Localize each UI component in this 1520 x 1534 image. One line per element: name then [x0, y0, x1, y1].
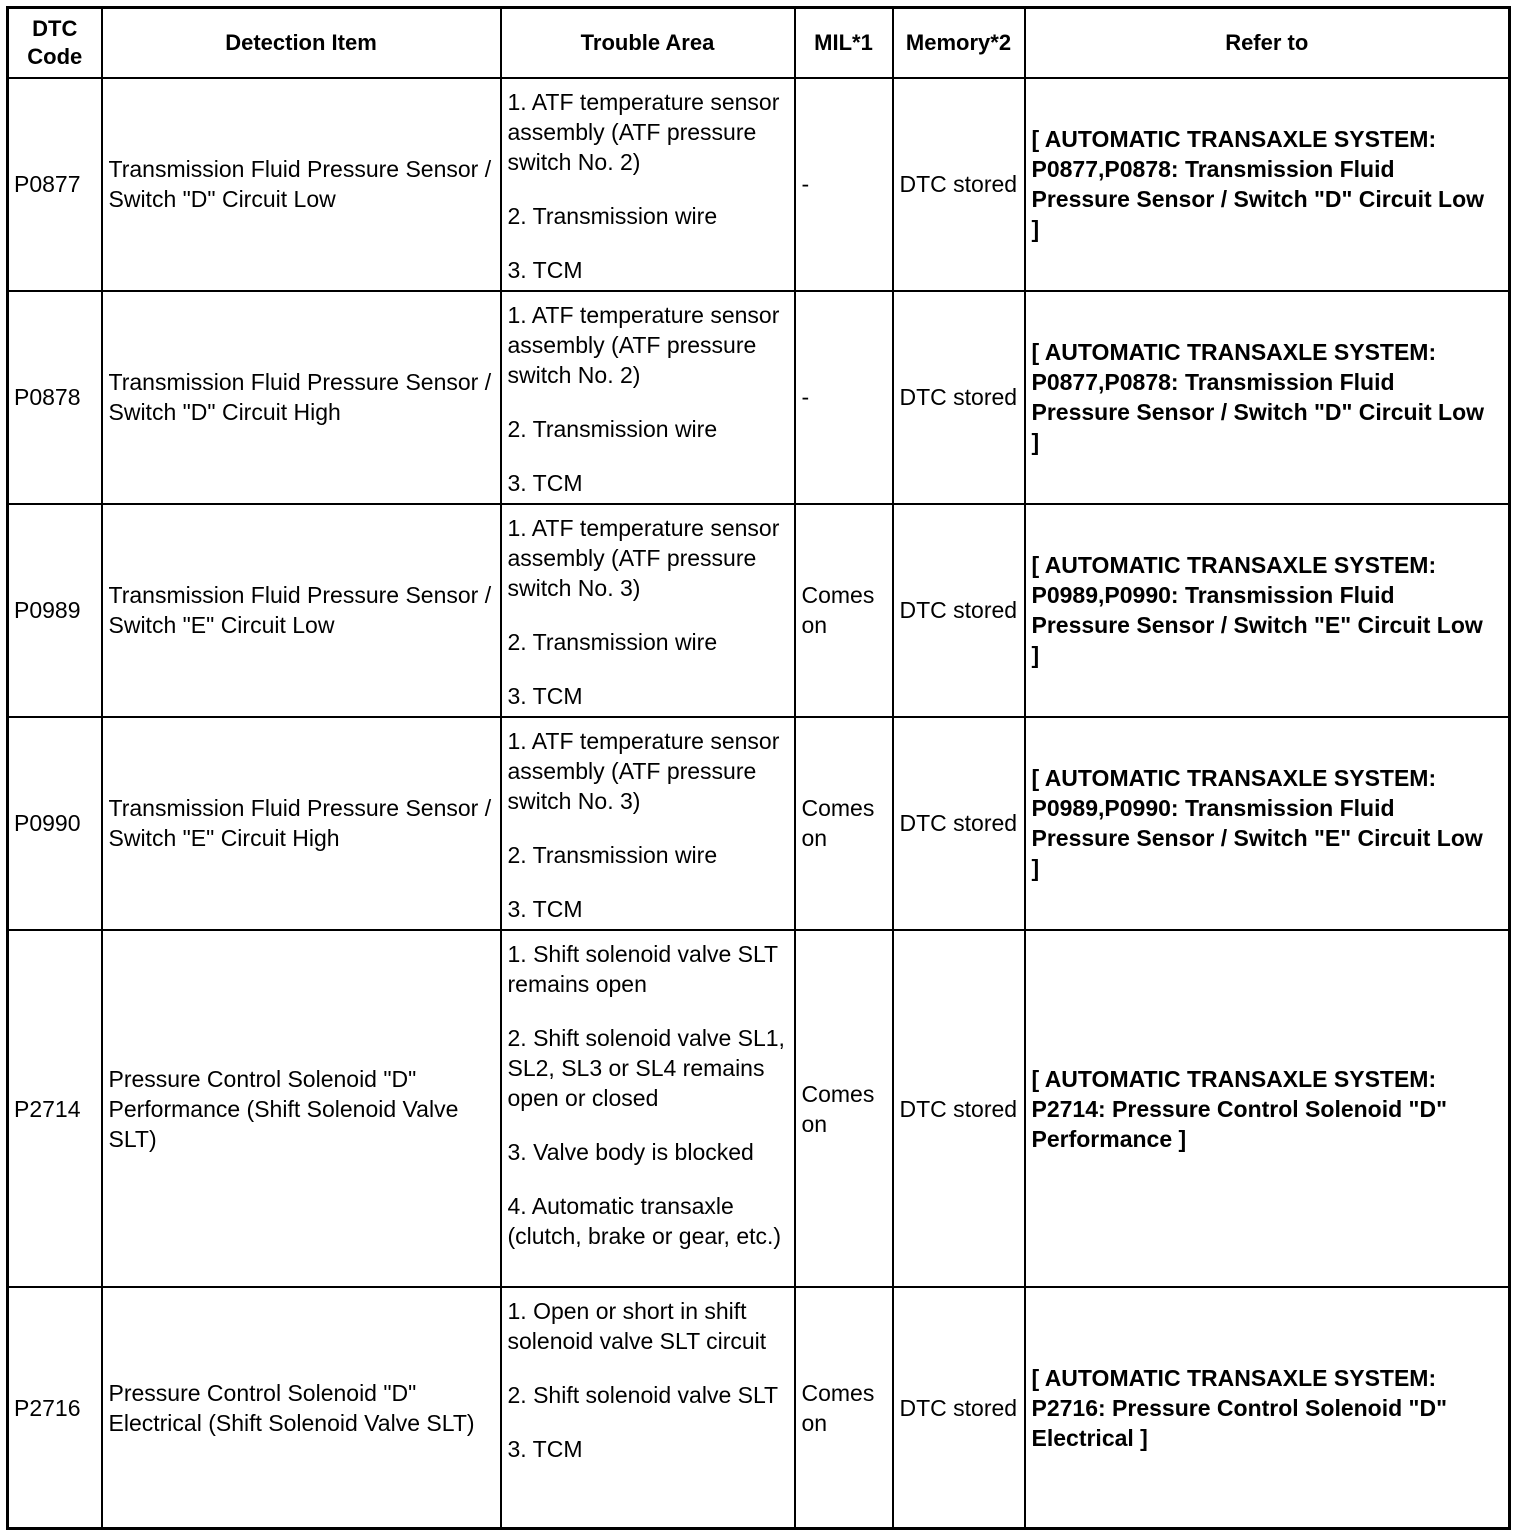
mil-cell: Comes on: [795, 504, 893, 717]
mil-cell: Comes on: [795, 930, 893, 1288]
table-header: [8, 8, 1510, 79]
table-row: [8, 291, 1510, 504]
mil-cell: Comes on: [795, 717, 893, 930]
memory-cell: DTC stored: [893, 1287, 1025, 1528]
header-dtc-code: DTC Code: [8, 8, 102, 79]
header-mil: MIL*1: [795, 8, 893, 79]
header-detection-item: Detection Item: [102, 8, 501, 79]
trouble-area-cell: [501, 78, 795, 291]
memory-cell: DTC stored: [893, 291, 1025, 504]
header-row: [8, 8, 1510, 79]
memory-cell: DTC stored: [893, 717, 1025, 930]
table-row: [8, 930, 1510, 1288]
trouble-item: 3. TCM: [507, 469, 583, 496]
detection-item-cell: Transmission Fluid Pressure Sensor / Switch "D" Circuit High: [102, 291, 501, 504]
trouble-item: 4. Automatic transaxle (clutch, brake or gear, etc.): [507, 1192, 782, 1249]
trouble-item: 3. Valve body is blocked: [507, 1138, 754, 1165]
trouble-item: 2. Transmission wire: [507, 415, 718, 442]
trouble-item: 1. ATF temperature sensor assembly (ATF pressure switch No. 3): [507, 514, 780, 601]
trouble-item: 1. Shift solenoid valve SLT remains open: [507, 940, 778, 997]
mil-cell: -: [795, 78, 893, 291]
dtc-code-cell: P2714: [8, 930, 102, 1288]
trouble-area-cell: [501, 504, 795, 717]
trouble-area-cell: [501, 717, 795, 930]
trouble-item: 2. Transmission wire: [507, 841, 718, 868]
dtc-code-cell: P0878: [8, 291, 102, 504]
trouble-area-cell: [501, 1287, 795, 1528]
trouble-item: 2. Shift solenoid valve SLT: [507, 1382, 779, 1409]
table-row: [8, 504, 1510, 717]
header-memory: Memory*2: [893, 8, 1025, 79]
refer-to-link[interactable]: [ AUTOMATIC TRANSAXLE SYSTEM: P2714: Pressure Control Solenoid "D" Performance ]: [1025, 930, 1510, 1288]
trouble-item: 3. TCM: [507, 257, 583, 283]
table-row: [8, 1287, 1510, 1528]
table-row: [8, 717, 1510, 930]
trouble-item: 3. TCM: [507, 895, 583, 922]
trouble-area-cell: [501, 291, 795, 504]
table-row: [8, 78, 1510, 291]
header-refer-to: Refer to: [1025, 8, 1510, 79]
trouble-item: 2. Transmission wire: [507, 203, 718, 229]
trouble-item: 1. ATF temperature sensor assembly (ATF pressure switch No. 3): [507, 727, 780, 814]
refer-to-link[interactable]: [ AUTOMATIC TRANSAXLE SYSTEM: P0877,P0878: Transmission Fluid Pressure Sensor / Switch "D" Circuit Low ]: [1025, 78, 1510, 291]
detection-item-cell: Pressure Control Solenoid "D" Performance (Shift Solenoid Valve SLT): [102, 930, 501, 1288]
refer-to-link[interactable]: [ AUTOMATIC TRANSAXLE SYSTEM: P0877,P0878: Transmission Fluid Pressure Sensor / Switch "D" Circuit Low ]: [1025, 291, 1510, 504]
detection-item-cell: Pressure Control Solenoid "D" Electrical (Shift Solenoid Valve SLT): [102, 1287, 501, 1528]
trouble-item: 3. TCM: [507, 682, 583, 709]
detection-item-cell: Transmission Fluid Pressure Sensor / Switch "D" Circuit Low: [102, 78, 501, 291]
dtc-table: [6, 6, 1511, 1530]
detection-item-cell: Transmission Fluid Pressure Sensor / Switch "E" Circuit High: [102, 717, 501, 930]
dtc-code-cell: P0877: [8, 78, 102, 291]
trouble-item: 1. ATF temperature sensor assembly (ATF pressure switch No. 2): [507, 301, 780, 388]
trouble-item: 1. ATF temperature sensor assembly (ATF pressure switch No. 2): [507, 89, 780, 175]
dtc-code-cell: P0989: [8, 504, 102, 717]
refer-to-link[interactable]: [ AUTOMATIC TRANSAXLE SYSTEM: P2716: Pressure Control Solenoid "D" Electrical ]: [1025, 1287, 1510, 1528]
table-body: [8, 78, 1510, 1529]
memory-cell: DTC stored: [893, 78, 1025, 291]
mil-cell: -: [795, 291, 893, 504]
mil-cell: Comes on: [795, 1287, 893, 1528]
dtc-code-cell: P2716: [8, 1287, 102, 1528]
header-trouble-area: Trouble Area: [501, 8, 795, 79]
trouble-item: 3. TCM: [507, 1436, 583, 1463]
memory-cell: DTC stored: [893, 930, 1025, 1288]
trouble-area-cell: [501, 930, 795, 1288]
memory-cell: DTC stored: [893, 504, 1025, 717]
refer-to-link[interactable]: [ AUTOMATIC TRANSAXLE SYSTEM: P0989,P0990: Transmission Fluid Pressure Sensor / Switch "E" Circuit Low ]: [1025, 504, 1510, 717]
dtc-code-cell: P0990: [8, 717, 102, 930]
detection-item-cell: Transmission Fluid Pressure Sensor / Switch "E" Circuit Low: [102, 504, 501, 717]
trouble-item: 2. Transmission wire: [507, 628, 718, 655]
refer-to-link[interactable]: [ AUTOMATIC TRANSAXLE SYSTEM: P0989,P0990: Transmission Fluid Pressure Sensor / Switch "E" Circuit Low ]: [1025, 717, 1510, 930]
trouble-item: 1. Open or short in shift solenoid valve SLT circuit: [507, 1298, 767, 1355]
trouble-item: 2. Shift solenoid valve SL1, SL2, SL3 or SL4 remains open or closed: [507, 1024, 785, 1111]
